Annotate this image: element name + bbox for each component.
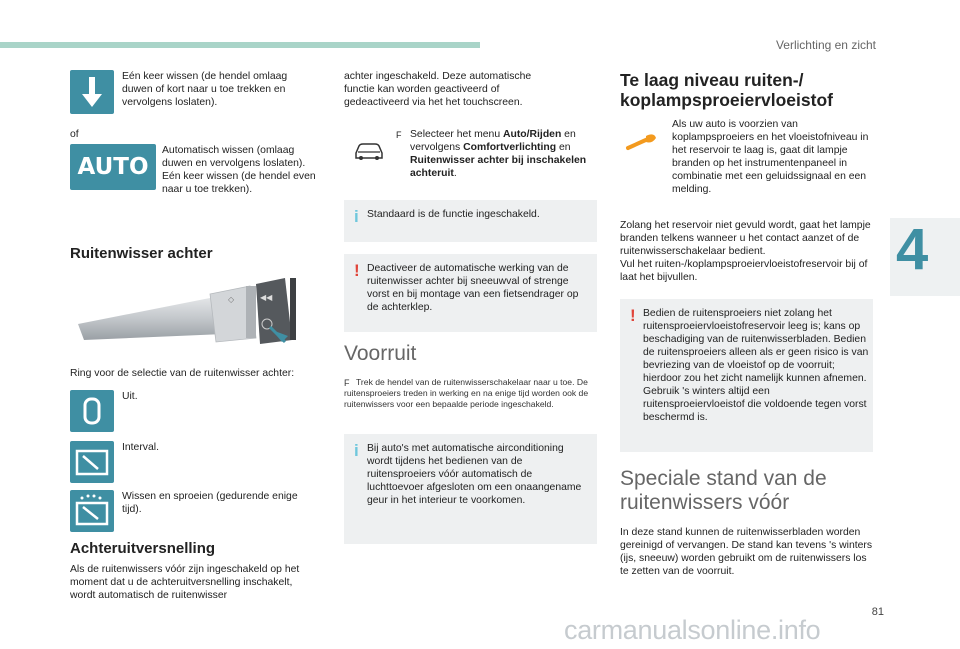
warning-note-reservoir-text: Bedien de ruitensproeiers niet zolang het ruitensproeiervloeistofreservoir leeg is; kans op beschadiging van de ruitenwisserbladen. Bedien de ruitensproeiers alleen als er geen risico is van bevriezing van de vloeistof op de voorruit; hierdoor zou het zicht namelijk kunnen afnemen. Gebruik 's winters altijd een ruitensproeiervloeistof die voldoende tegen vorst beschermd is.: [643, 308, 869, 423]
select-menu-comfort: Comfortverlichting: [463, 142, 557, 153]
special-position-text: In deze stand kunnen de ruitenwisserbladen worden gereinigd of vervangen. De stand kan tevens 's winters (ijs, sneeuw) worden gebruikt om de ruitenwissers los te zetten van de voorruit.: [620, 527, 873, 577]
info-note-default: [344, 200, 597, 242]
special-position-heading: Speciale stand van de ruitenwissers vóór: [620, 467, 827, 514]
windscreen-text: Trek de hendel van de ruitenwisserschakelaar naar u toe. De ruitensproeiers treden in werking en na enige tijd worden ook de ruitenwissers voor een bepaalde periode ingeschakeld.: [344, 377, 589, 409]
select-text-4: .: [453, 168, 457, 179]
select-text-2: en vervolgens: [410, 129, 576, 153]
car-settings-icon: [352, 138, 386, 162]
warning-icon: !: [354, 261, 360, 280]
info-note-aircon-text: Bij auto's met automatische airconditioning wordt tijdens het bedienen van de ruitensproeiers vóór automatisch de luchttoevoer afgesloten om een onaangename geur in het interieur te voorkomen.: [367, 443, 582, 506]
top-rule: [0, 42, 480, 48]
wipe-and-spray-icon: [70, 490, 114, 532]
option-spray-label: Wissen en sproeien (gedurende enige tijd).: [122, 491, 298, 515]
front-bullet: F: [344, 378, 350, 388]
select-bullet: F: [396, 130, 402, 140]
warning-lamp-text: Als uw auto is voorzien van koplampsproeiers en het vloeistofniveau in het reservoir te laag is, gaat dit lampje branden op het instrumentenpaneel in combinatie met een geluidssignaal en een melding.: [672, 119, 869, 195]
reverse-gear-text: Als de ruitenwissers vóór zijn ingeschakeld op het moment dat u de achteruitversnelling inschakelt, wordt automatisch de ruitenwisser: [70, 564, 300, 601]
select-menu-auto: Auto/Rijden: [503, 129, 562, 140]
section-header: Verlichting en zicht: [775, 38, 876, 52]
reverse-gear-heading: Achteruitversnelling: [70, 540, 216, 557]
info-icon: i: [354, 441, 359, 460]
chapter-number: 4: [896, 217, 929, 282]
svg-text:◀◀: ◀◀: [260, 293, 273, 302]
warning-note-reservoir: [620, 299, 873, 452]
windscreen-heading: Voorruit: [344, 342, 417, 365]
rear-wiper-heading: Ruitenwisser achter: [70, 245, 213, 262]
low-fluid-heading: Te laag niveau ruiten-/ koplampsproeiervloeistof: [620, 70, 833, 110]
select-text-3: en: [556, 142, 571, 153]
wiper-off-icon: [70, 390, 114, 432]
select-menu-text: [410, 128, 605, 180]
wipe-once-text: Eén keer wissen (de hendel omlaag duwen of kort naar u toe trekken en vervolgens loslaten).: [122, 71, 288, 108]
warning-icon: !: [630, 306, 636, 325]
page-number: 81: [871, 606, 884, 618]
option-off-label: Uit.: [122, 391, 138, 402]
select-menu-rear-wiper: Ruitenwisser achter bij inschakelen achteruit: [410, 155, 587, 179]
select-text-1: Selecteer het menu: [410, 129, 503, 140]
wipe-down-icon: [70, 70, 114, 114]
watermark: carmanualsonline.info: [564, 615, 821, 645]
refill-text-2: Vul het ruiten-/koplampsproeiervloeistofreservoir bij of laat het bijvullen.: [620, 259, 868, 283]
info-note-aircon: [344, 434, 597, 544]
info-note-default-text: Standaard is de functie ingeschakeld.: [367, 209, 540, 220]
warning-note-rear-text: Deactiveer de automatische werking van de ruitenwisser achter bij sneeuwval of strenge vorst en bij montage van een fietsendrager op de achterklep.: [367, 263, 579, 313]
auto-wipe-text-2: Eén keer wissen (de hendel even naar u toe trekken).: [162, 171, 316, 195]
auto-wipe-text: [162, 144, 322, 196]
washer-fluid-warning-lamp-icon: [622, 130, 662, 154]
wiper-interval-icon: [70, 441, 114, 483]
info-icon: i: [354, 207, 359, 226]
ring-caption: Ring voor de selectie van de ruitenwisser achter:: [70, 368, 295, 379]
wiper-stalk-illustration: [70, 272, 330, 354]
option-interval-label: Interval.: [122, 442, 159, 453]
auto-icon: [70, 144, 156, 190]
refill-text-1: Zolang het reservoir niet gevuld wordt, gaat het lampje branden telkens wanneer u het contact aanzet of de ruitenwisserschakelaar bedient.: [620, 220, 871, 257]
auto-icon-label: AUTO: [77, 154, 149, 180]
touchscreen-text: achter ingeschakeld. Deze automatische functie kan worden geactiveerd of gedeactiveerd via het het touchscreen.: [344, 71, 532, 108]
or-label: of: [70, 129, 79, 140]
auto-wipe-text-1: Automatisch wissen (omlaag duwen en vervolgens loslaten).: [162, 145, 306, 169]
svg-text:◇: ◇: [228, 295, 235, 304]
warning-note-rear: [344, 254, 597, 332]
